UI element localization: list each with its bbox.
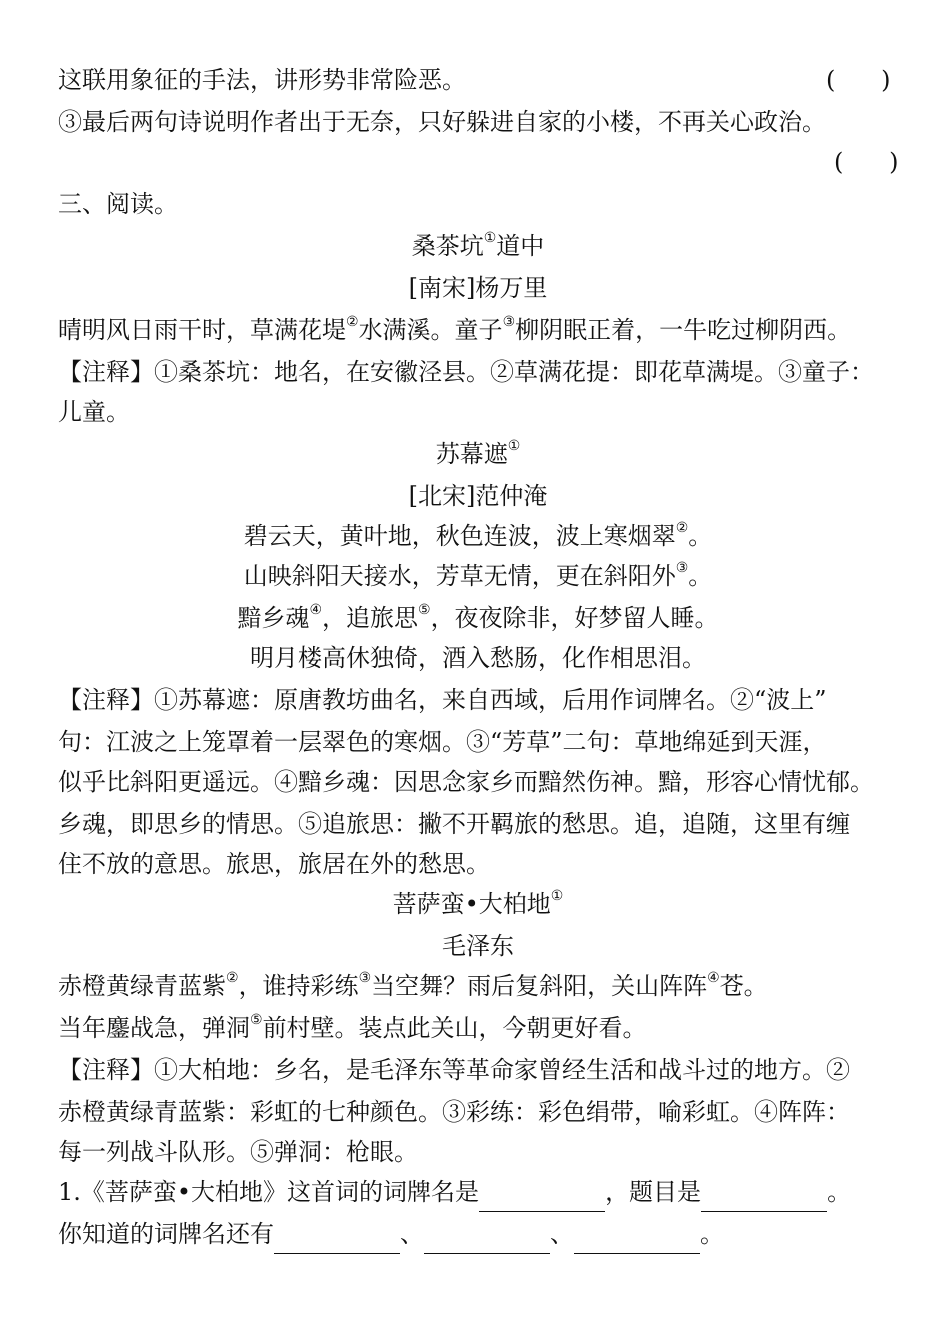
note-marker: ② — [346, 314, 359, 330]
poem-text: 当空舞？雨后复斜阳，关山阵阵 — [371, 972, 708, 1000]
note-marker: ③ — [502, 314, 516, 330]
question-text: 。 — [827, 1178, 852, 1206]
note-text: 【注释】①苏幕遮：原唐教坊曲名，来自西域，后用作词牌名。②“波上” — [58, 686, 827, 714]
poem-notes — [58, 722, 898, 762]
poem-title-text: 道中 — [496, 232, 545, 260]
poem-title-text: 菩萨蛮•大柏地 — [392, 890, 551, 918]
note-marker: ① — [550, 888, 564, 904]
question-1-line-2 — [58, 1214, 898, 1254]
question-text: 1.《菩萨蛮•大柏地》这首词的词牌名是 — [58, 1178, 480, 1206]
note-marker: ⑤ — [418, 602, 431, 618]
poem-text: 前村壁。装点此关山，今朝更好看。 — [262, 1014, 647, 1042]
note-marker: ⑤ — [250, 1012, 263, 1028]
statement-text: 这联用象征的手法，讲形势非常险恶。 — [58, 66, 466, 94]
poem-author — [58, 476, 898, 516]
question-text: 你知道的词牌名还有 — [58, 1220, 274, 1248]
poem-notes — [58, 1050, 898, 1090]
poem-title — [58, 434, 898, 474]
statement-text: ③最后两句诗说明作者出于无奈，只好躲进自家的小楼，不再关心政治。 — [58, 108, 826, 136]
poem-text: 。 — [688, 562, 713, 590]
answer-parentheses[interactable]: ( ) — [826, 66, 891, 94]
poem-notes — [58, 844, 898, 884]
note-marker: ① — [507, 438, 521, 454]
note-text: 住不放的意思。旅思，旅居在外的愁思。 — [58, 850, 490, 878]
poem-text: 黯乡魂 — [237, 604, 310, 632]
question-text: 、 — [400, 1220, 424, 1248]
poem-text: ，追旅思 — [322, 604, 418, 632]
poem-line — [58, 516, 898, 556]
note-marker: ② — [226, 970, 239, 986]
section-heading-text: 三、阅读。 — [58, 190, 178, 218]
poem-body — [58, 310, 898, 350]
poem-title — [58, 226, 898, 266]
previous-question-line-2 — [58, 102, 898, 142]
answer-blank-title[interactable] — [701, 1183, 827, 1212]
note-text: 【注释】①大柏地：乡名，是毛泽东等革命家曾经生活和战斗过的地方。② — [58, 1056, 850, 1084]
poem-text: 水满溪。童子 — [358, 316, 503, 344]
note-marker: ① — [483, 230, 497, 246]
question-1-line-1 — [58, 1172, 898, 1212]
question-text: 。 — [700, 1220, 724, 1248]
poem-text: 当年鏖战急，弹洞 — [58, 1014, 250, 1042]
poem-text: 晴明风日雨干时，草满花堤 — [58, 316, 346, 344]
poem-notes — [58, 1092, 898, 1132]
poem-author — [58, 926, 898, 966]
poem-title-text: 苏幕遮 — [435, 440, 508, 468]
note-marker: ④ — [309, 602, 322, 618]
section-heading — [58, 184, 898, 224]
poem-notes — [58, 680, 898, 720]
poem-title — [58, 884, 898, 924]
note-marker: ③ — [358, 970, 372, 986]
poem-body — [58, 966, 898, 1006]
note-text: 【注释】①桑茶坑：地名，在安徽泾县。②草满花提：即花草满堤。③童子： — [58, 358, 874, 386]
author-text: 毛泽东 — [442, 932, 514, 960]
poem-text: ，谁持彩练 — [238, 972, 359, 1000]
note-text: 儿童。 — [58, 398, 130, 426]
poem-notes — [58, 352, 898, 392]
poem-text: 山映斜阳天接水，芳草无情，更在斜阳外 — [243, 562, 676, 590]
author-text: [北宋]范仲淹 — [408, 482, 548, 510]
note-text: 每一列战斗队形。⑤弹洞：枪眼。 — [58, 1138, 418, 1166]
answer-parentheses[interactable]: ( ) — [834, 148, 899, 176]
note-marker: ③ — [675, 560, 689, 576]
previous-question-line-1 — [58, 60, 898, 100]
note-marker: ② — [675, 520, 689, 536]
poem-line — [58, 556, 898, 596]
poem-text: ，夜夜除非，好梦留人睡。 — [430, 604, 719, 632]
answer-blank-cipai[interactable] — [479, 1183, 605, 1212]
note-text: 乡魂，即思乡的情思。⑤追旅思：撇不开羁旅的愁思。追，追随，这里有缠 — [58, 810, 850, 838]
answer-blank-cipai-1[interactable] — [274, 1225, 400, 1254]
poem-title-text: 桑茶坑 — [411, 232, 484, 260]
note-text: 句：江波之上笼罩着一层翠色的寒烟。③“芳草”二句：草地绵延到天涯， — [58, 728, 827, 756]
note-text: 赤橙黄绿青蓝紫：彩虹的七种颜色。③彩练：彩色绢带，喻彩虹。④阵阵： — [58, 1098, 850, 1126]
poem-notes — [58, 1132, 898, 1172]
poem-text: 苍。 — [719, 972, 768, 1000]
poem-body — [58, 1008, 898, 1048]
note-text: 似乎比斜阳更遥远。④黯乡魂：因思念家乡而黯然伤神。黯，形容心情忧郁。 — [58, 768, 874, 796]
question-text: 、 — [550, 1220, 574, 1248]
note-marker: ④ — [707, 970, 720, 986]
poem-notes — [58, 392, 898, 432]
poem-author — [58, 268, 898, 308]
poem-text: 碧云天，黄叶地，秋色连波，波上寒烟翠 — [243, 522, 676, 550]
answer-blank-cipai-2[interactable] — [424, 1225, 550, 1254]
poem-text: 。 — [688, 522, 713, 550]
poem-notes — [58, 762, 898, 802]
poem-text: 赤橙黄绿青蓝紫 — [58, 972, 226, 1000]
poem-text: 柳阴眠正着，一牛吃过柳阴西。 — [515, 316, 852, 344]
answer-blank-cipai-3[interactable] — [574, 1225, 700, 1254]
poem-notes — [58, 804, 898, 844]
author-text: [南宋]杨万里 — [408, 274, 548, 302]
question-text: ，题目是 — [605, 1178, 702, 1206]
poem-text: 明月楼高休独倚，酒入愁肠，化作相思泪。 — [250, 644, 706, 672]
poem-line — [58, 598, 898, 638]
poem-line — [58, 638, 898, 678]
